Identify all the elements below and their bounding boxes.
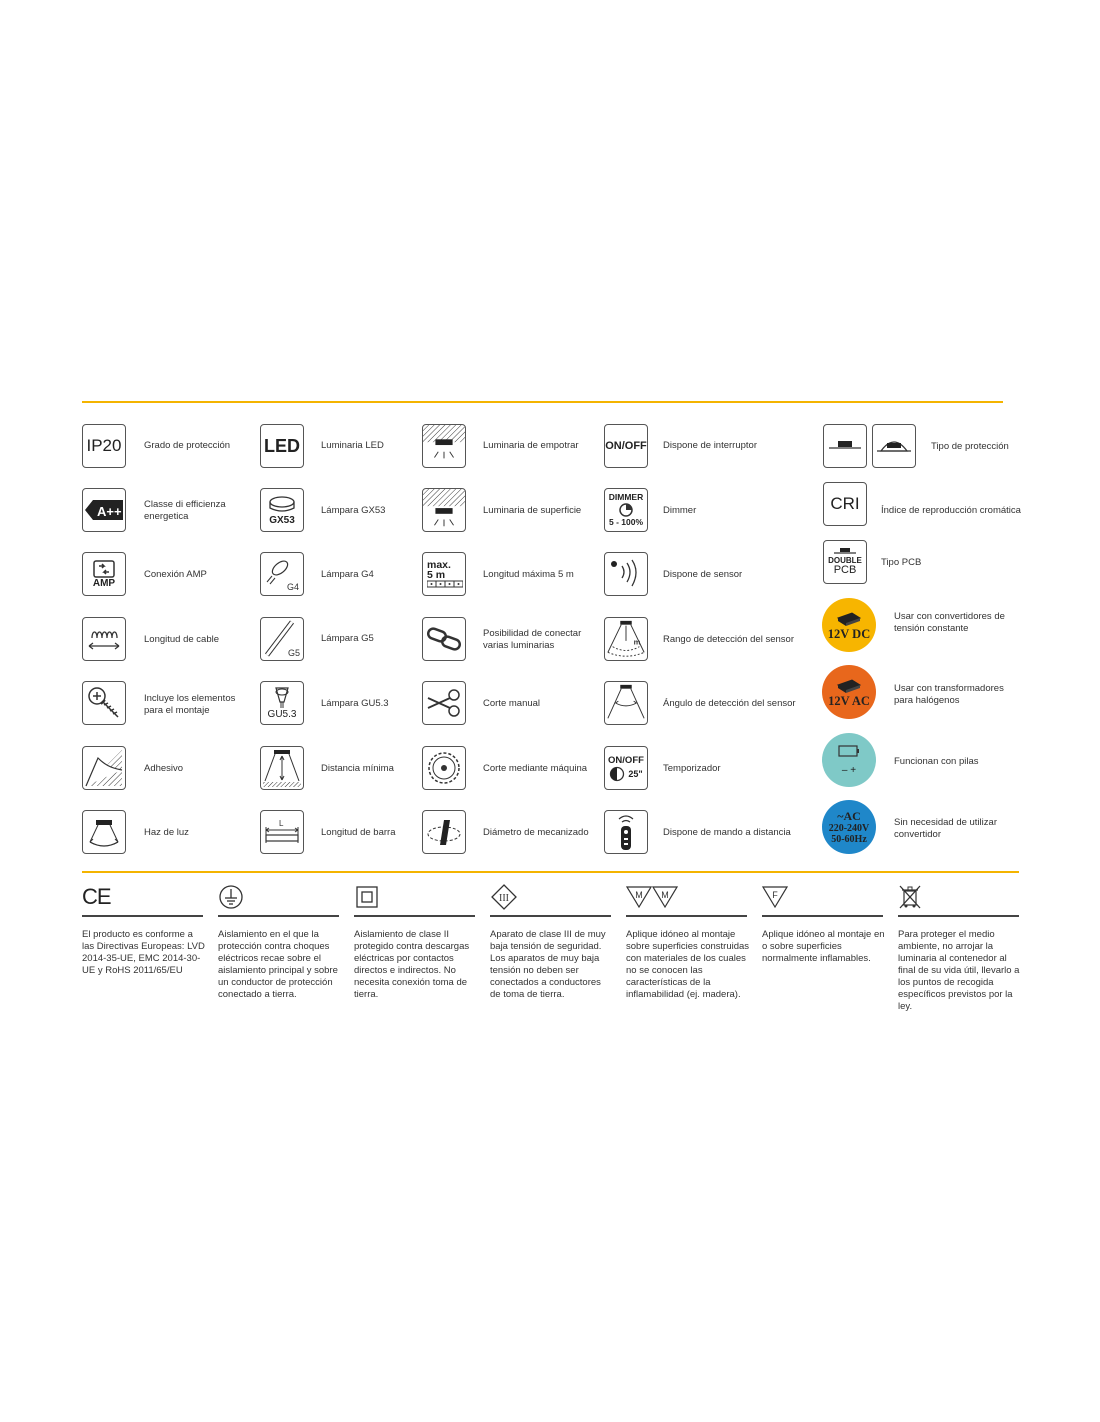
gx53-label: Lámpara GX53 bbox=[321, 505, 386, 516]
f-text: Aplique idóneo al montaje en o sobre superficies normalmente inflamables. bbox=[762, 929, 885, 964]
sensor-range-label: Rango de detección del sensor bbox=[663, 634, 794, 645]
on-off-switch-icon: ON/OFF bbox=[604, 424, 648, 468]
gu53-label: Lámpara GU5.3 bbox=[321, 698, 389, 709]
drill-diameter-label: Diámetro de mecanizado bbox=[483, 827, 589, 838]
amp-connector-label: Conexión AMP bbox=[144, 569, 207, 580]
led-label: Luminaria LED bbox=[321, 440, 384, 451]
12v-dc-label: Usar con convertidores de tensión constante bbox=[894, 611, 1005, 634]
sensor-range-icon bbox=[604, 617, 648, 661]
g5-icon bbox=[260, 617, 304, 661]
svg-text:F: F bbox=[772, 890, 778, 900]
led-icon: LED bbox=[260, 424, 304, 468]
energy-class-label: Classe di efficienza energetica bbox=[144, 499, 226, 522]
timer-icon: ON/OFF 25" bbox=[604, 746, 648, 790]
g4-icon bbox=[260, 552, 304, 596]
footer-divider-2 bbox=[218, 915, 339, 917]
dimmer-icon: DIMMER 5 - 100% bbox=[604, 488, 648, 532]
svg-text:G5: G5 bbox=[288, 648, 301, 658]
bar-length-icon bbox=[260, 810, 304, 854]
svg-text:M: M bbox=[661, 890, 669, 900]
ip-rating-label: Grado de protección bbox=[144, 440, 231, 451]
surface-label: Luminaria de superficie bbox=[483, 505, 582, 516]
ce-text: El producto es conforme a las Directivas Europeas: LVD 2014-35-UE, EMC 2014-30-UE y RoHS 2011/65/EU bbox=[82, 929, 205, 976]
pcb-type-label: Tipo PCB bbox=[881, 557, 922, 568]
adhesive-label: Adhesivo bbox=[144, 763, 184, 774]
ip20-icon: IP20 bbox=[82, 424, 126, 468]
energy-class-icon bbox=[82, 488, 126, 532]
cri-label: Índice de reproducción cromática bbox=[881, 505, 1021, 516]
mm-mark-icon bbox=[626, 884, 678, 910]
class2-icon bbox=[354, 884, 380, 910]
switch-label: Dispone de interruptor bbox=[663, 440, 757, 451]
max-length-icon: max. 5 m bbox=[422, 552, 466, 596]
footer-divider-7 bbox=[898, 915, 1019, 917]
surface-luminaire-icon bbox=[422, 488, 466, 532]
dimmer-label: Dimmer bbox=[663, 505, 697, 516]
drill-diameter-icon bbox=[422, 810, 466, 854]
weee-bin-icon bbox=[898, 884, 922, 910]
mounting-kit-label: Incluye los elementos para el montaje bbox=[144, 693, 236, 716]
g5-label: Lámpara G5 bbox=[321, 633, 374, 644]
class3-icon bbox=[490, 884, 518, 910]
svg-text:m: m bbox=[633, 637, 641, 647]
class1-text: Aislamiento en el que la protección contra choques eléctricos recae sobre el aislamiento principal y sobre un conductor de protección conectado a tierra. bbox=[218, 929, 338, 1000]
svg-text:L: L bbox=[279, 819, 284, 828]
battery-label: Funcionan con pilas bbox=[894, 756, 979, 767]
machine-cut-label: Corte mediante máquina bbox=[483, 763, 588, 774]
f-mark-icon bbox=[762, 884, 788, 910]
amp-connector-icon: AMP bbox=[82, 552, 126, 596]
svg-text:III: III bbox=[499, 893, 509, 904]
footer-divider-4 bbox=[490, 915, 611, 917]
cri-icon: CRI bbox=[823, 482, 867, 526]
sensor-icon bbox=[604, 552, 648, 596]
chain-link-label: Posibilidad de conectar varias luminarias bbox=[483, 628, 582, 651]
battery-icon: – + bbox=[822, 733, 876, 787]
gu53-icon: GU5.3 bbox=[260, 681, 304, 725]
footer-divider-5 bbox=[626, 915, 747, 917]
adhesive-icon bbox=[82, 746, 126, 790]
svg-text:G4: G4 bbox=[287, 582, 300, 592]
footer-divider-3 bbox=[354, 915, 475, 917]
timer-label: Temporizador bbox=[663, 763, 721, 774]
bar-length-label: Longitud de barra bbox=[321, 827, 396, 838]
svg-text:A++: A++ bbox=[97, 504, 122, 519]
ce-mark-icon: CE bbox=[82, 884, 111, 909]
protection-type-flat-icon bbox=[823, 424, 867, 468]
ac-mains-label: Sin necesidad de utilizar convertidor bbox=[894, 817, 997, 840]
screw-icon bbox=[82, 681, 126, 725]
footer-divider-1 bbox=[82, 915, 203, 917]
sensor-angle-label: Ángulo de detección del sensor bbox=[663, 698, 796, 709]
protection-type-label: Tipo de protección bbox=[931, 441, 1009, 452]
sensor-label: Dispone de sensor bbox=[663, 569, 743, 580]
chain-link-icon bbox=[422, 617, 466, 661]
12v-ac-label: Usar con transformadores para halógenos bbox=[894, 683, 1004, 706]
12v-dc-icon: 12V DC bbox=[822, 598, 876, 652]
recessed-label: Luminaria de empotrar bbox=[483, 440, 579, 451]
double-pcb-icon: DOUBLE PCB bbox=[823, 540, 867, 584]
svg-text:M: M bbox=[635, 890, 643, 900]
min-distance-label: Distancia mínima bbox=[321, 763, 394, 774]
12v-ac-icon: 12V AC bbox=[822, 665, 876, 719]
min-distance-icon bbox=[260, 746, 304, 790]
recessed-luminaire-icon bbox=[422, 424, 466, 468]
cable-length-icon bbox=[82, 617, 126, 661]
class3-text: Aparato de clase III de muy baja tensión de seguridad. Los aparatos de muy baja tensión no deben ser conectados a conductores de toma de tierra. bbox=[490, 929, 606, 1000]
beam-angle-icon bbox=[82, 810, 126, 854]
sensor-angle-icon bbox=[604, 681, 648, 725]
middle-rule bbox=[82, 871, 1019, 873]
top-rule bbox=[82, 401, 1003, 403]
ac-mains-icon: ~AC 220-240V 50-60Hz bbox=[822, 800, 876, 854]
remote-control-label: Dispone de mando a distancia bbox=[663, 827, 791, 838]
g4-label: Lámpara G4 bbox=[321, 569, 374, 580]
weee-text: Para proteger el medio ambiente, no arrojar la luminaria al contenedor al final de su vida útil, llevarlo a los puntos de recogida específicos previstos por la ley. bbox=[898, 929, 1020, 1012]
cable-length-label: Longitud de cable bbox=[144, 634, 220, 645]
mm-text: Aplique idóneo al montaje sobre superficies construidas con materiales de los cuales no se conocen las características de la inflamabilidad (ej. madera). bbox=[626, 929, 750, 1000]
beam-label: Haz de luz bbox=[144, 827, 189, 838]
max-length-label: Longitud máxima 5 m bbox=[483, 569, 574, 580]
protection-type-dome-icon bbox=[872, 424, 916, 468]
class2-text: Aislamiento de clase II protegido contra descargas eléctricas por contactos directos e indirectos. No necesita conexión toma de tierra. bbox=[354, 929, 470, 1000]
scissors-icon bbox=[422, 681, 466, 725]
saw-blade-icon bbox=[422, 746, 466, 790]
footer-divider-6 bbox=[762, 915, 883, 917]
manual-cut-label: Corte manual bbox=[483, 698, 541, 709]
earth-class1-icon bbox=[218, 884, 244, 910]
remote-control-icon bbox=[604, 810, 648, 854]
gx53-icon: GX53 bbox=[260, 488, 304, 532]
